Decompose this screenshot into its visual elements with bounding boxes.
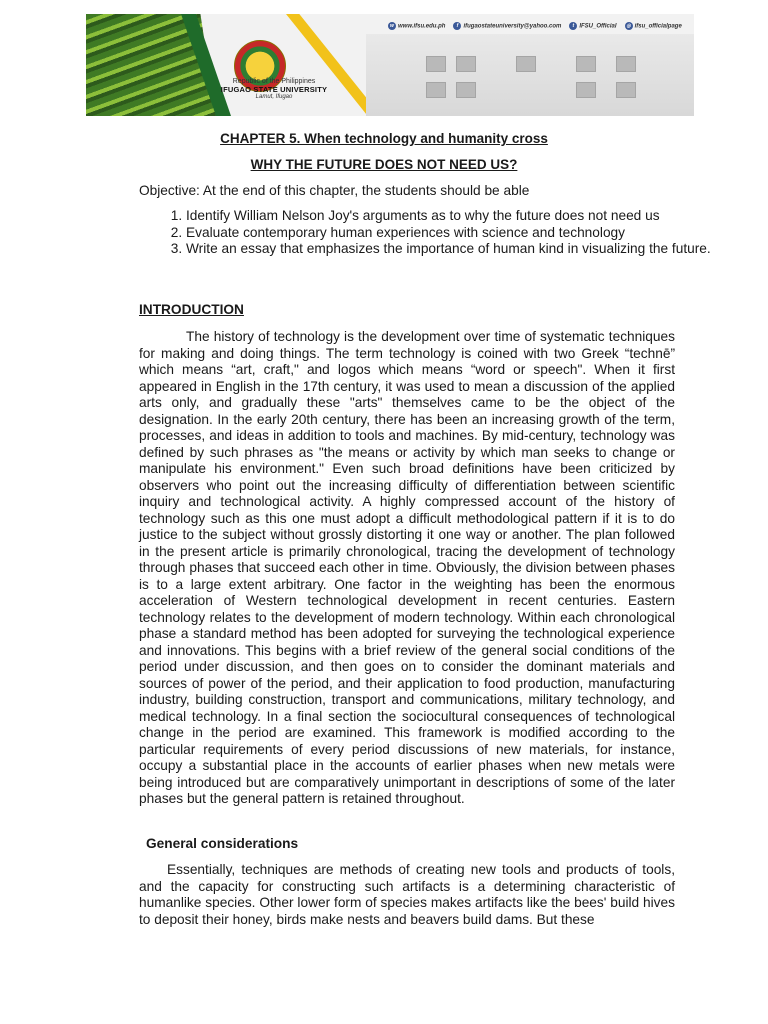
facebook-icon: f (453, 22, 461, 30)
list-item: 2. Evaluate contemporary human experiences with science and technology (186, 225, 722, 242)
contact-bar (388, 22, 682, 30)
instagram-contact: ◎ ifsu_officialpage (626, 23, 682, 30)
introduction-heading: INTRODUCTION (139, 302, 244, 317)
university-location: Lamut, Ifugao (255, 94, 293, 100)
email-contact: f ifugaostateuniversity@yahoo.com (453, 22, 561, 30)
globe-icon: w (388, 22, 396, 30)
list-item: 3. Write an essay that emphasizes the importance of human kind in visualizing the future. (186, 241, 722, 258)
twitter-contact: t IFSU_Official (569, 22, 616, 30)
university-name: IFUGAO STATE UNIVERSITY (220, 85, 328, 94)
chapter-title: CHAPTER 5. When technology and humanity cross (220, 131, 548, 146)
general-considerations-heading: General considerations (146, 836, 299, 851)
objectives-list (139, 208, 722, 258)
chapter-subtitle: WHY THE FUTURE DOES NOT NEED US? (250, 157, 518, 172)
letterhead-banner (86, 14, 694, 116)
campus-building-image (366, 34, 694, 116)
instagram-icon: ◎ (626, 23, 631, 29)
twitter-icon: t (569, 22, 577, 30)
list-item: 1. Identify William Nelson Joy's arguments as to why the future does not need us (186, 208, 722, 225)
objective-text: Objective: At the end of this chapter, the students should be able (139, 183, 530, 198)
republic-text: Republic of the Philippines (232, 78, 316, 85)
general-considerations-paragraph: Essentially, techniques are methods of creating new tools and products of tools, and the capacity for constructing such artifacts is a determining characteristic of humanlike species. Other lower form of species makes artifacts like the bees' build hives to deposit their honey, birds make nests and beavers build dams. But these (139, 862, 675, 927)
introduction-paragraph: The history of technology is the development over time of systematic techniques for making and doing things. The term technology is coined with two Greek “technē” which means “art, craft," and logos which means “word or speech". When it first appeared in English in the 17th century, it was used to mean a discussion of the applied arts only, and gradually these "arts" themselves came to be the object of the designation. In the early 20th century, there has been an increasing growth of the term, processes, and ideas in addition to tools and machines. By mid-century, technology was defined by such phrases as "the means or activity by which man seeks to change or manipulate his environment." Even such broad definitions have been criticized by observers who point out the increasing difficulty of differentiation between scientific inquiry and technological activity. A highly compressed account of the history of technology such as this one must adopt a difficult methodological pattern if it is to do justice to the subject without grossly distorting it one way or another. The plan followed in the present article is primarily chronological, tracing the development of technology through phases that succeed each other in time. Obviously, the division between phases is to a large extent arbitrary. One factor in the weighting has been the enormous acceleration of Western technological development in recent centuries. Eastern technology relates to the development of modern technology. Within each chronological phase a standard method has been adopted for surveying the technological experience and innovations. This begins with a brief review of the general social conditions of the period under discussion, and then goes on to consider the dominant materials and sources of power of the period, and their application to food production, manufacturing industry, building construction, transport and communications, military technology, and medical technology. In a final section the sociocultural consequences of technological change in the period are examined. This framework is modified according to the particular requirements of every period discussions of new materials, for instance, occupy a substantial place in the accounts of earlier phases when new metals were being introduced but are comparatively unimportant in descriptions of some of the later phases but the general pattern is retained throughout. (139, 329, 675, 806)
website-contact: w www.ifsu.edu.ph (388, 22, 445, 30)
university-name-block (204, 78, 344, 100)
